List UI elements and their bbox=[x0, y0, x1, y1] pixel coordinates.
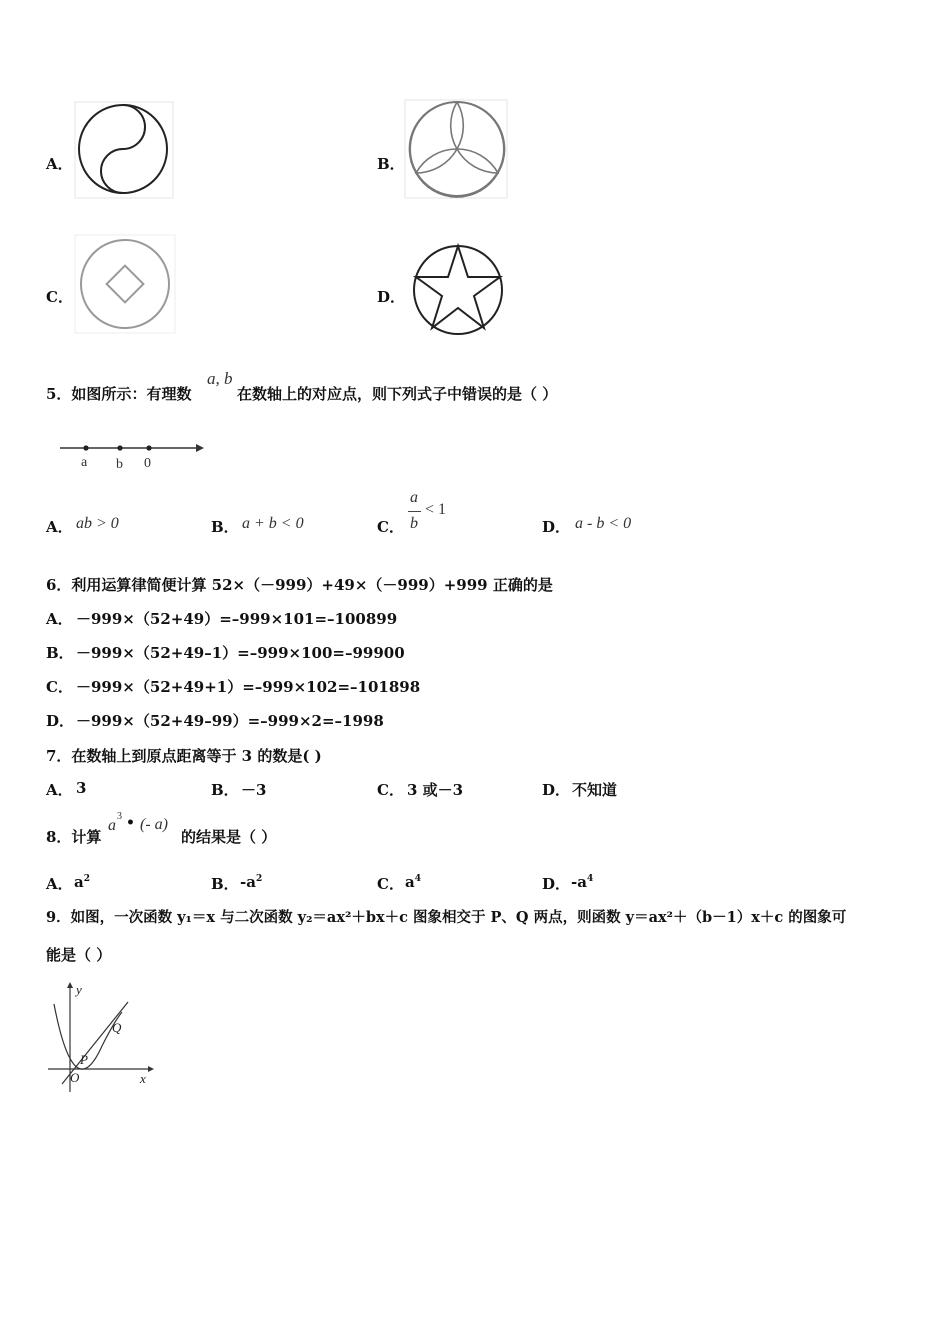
point-p-label: P bbox=[80, 1052, 88, 1067]
q8-paren: (- a) bbox=[140, 816, 168, 833]
coin-square-circle-figure bbox=[74, 234, 176, 334]
q6-stem: 6．利用运算律简便计算 52×（－999）+49×（－999）+999 正确的是 bbox=[46, 576, 553, 594]
q7-option-b-text: －3 bbox=[241, 781, 267, 799]
q7-option-a-text: 3 bbox=[76, 779, 87, 797]
q4-option-d-label: D． bbox=[377, 288, 406, 306]
q8-option-b-label: B． bbox=[211, 875, 239, 893]
q7-option-d-label: D． bbox=[542, 781, 571, 799]
origin-label: O bbox=[70, 1070, 80, 1085]
q5-option-b-expr: a + b < 0 bbox=[242, 515, 304, 532]
q5-option-d-label: D． bbox=[542, 518, 571, 536]
q6-option-a-text: －999×（52+49）=–999×101=–100899 bbox=[76, 610, 398, 628]
q6-option-c-text: －999×（52+49+1）=–999×102=–101898 bbox=[76, 678, 421, 696]
q6-option-b-label: B． bbox=[46, 644, 74, 662]
q5-option-c-label: C． bbox=[377, 518, 404, 536]
q7-option-d-text: 不知道 bbox=[572, 781, 618, 799]
q8-option-c-label: C． bbox=[377, 875, 404, 893]
q4-option-c-label: C． bbox=[46, 288, 73, 306]
q8-base: a bbox=[108, 817, 116, 834]
q8-option-d-expr: $-a^4$ bbox=[571, 873, 594, 891]
q8-option-d-label: D． bbox=[542, 875, 571, 893]
q8-option-a-label: A． bbox=[46, 875, 73, 893]
three-petal-circle-figure bbox=[404, 99, 508, 199]
q7-option-c-text: 3 或－3 bbox=[407, 781, 464, 799]
q6-option-a-label: A． bbox=[46, 610, 73, 628]
q6-option-c-label: C． bbox=[46, 678, 73, 696]
q7-stem: 7．在数轴上到原点距离等于 3 的数是( ) bbox=[46, 747, 322, 765]
quadratic-function-curve bbox=[54, 1004, 122, 1069]
q8-option-c-expr: $a^4$ bbox=[405, 873, 421, 891]
q5-option-c-numerator: a bbox=[410, 489, 418, 506]
y-axis-label: y bbox=[76, 982, 82, 997]
point-zero-dot bbox=[146, 445, 151, 450]
q7-option-b-label: B． bbox=[211, 781, 239, 799]
point-q-label: Q bbox=[112, 1020, 122, 1035]
q6-option-b-text: －999×（52+49–1）=–999×100=–99900 bbox=[76, 644, 405, 662]
q5-option-b-label: B． bbox=[211, 518, 239, 536]
q8-stem-suffix: 的结果是（ ） bbox=[181, 828, 277, 846]
q5-option-c-rest: < 1 bbox=[425, 501, 447, 518]
q9-stem-line1: 9．如图，一次函数 y₁＝x 与二次函数 y₂＝ax²＋bx＋c 图象相交于 P、Q 两点，则函数 y＝ax²＋（b－1）x＋c 的图象可 bbox=[46, 909, 847, 926]
q9-stem-line2: 能是（ ） bbox=[46, 946, 112, 964]
q8-option-b-expr: $-a^2$ bbox=[240, 873, 263, 891]
q7-option-a-label: A． bbox=[46, 781, 73, 799]
point-b-label: b bbox=[116, 457, 123, 472]
q6-option-d-label: D． bbox=[46, 712, 75, 730]
x-axis-label: x bbox=[140, 1071, 146, 1086]
q5-option-a-label: A． bbox=[46, 518, 73, 536]
q8-dot: • bbox=[126, 815, 135, 831]
q5-stem-vars: a, b bbox=[207, 369, 233, 388]
q4-option-a-label: A． bbox=[46, 155, 73, 173]
fraction-bar bbox=[408, 511, 421, 512]
function-graph-figure bbox=[44, 980, 156, 1096]
taiji-circle-figure bbox=[74, 101, 174, 199]
q8-option-a-expr: $a^2$ bbox=[74, 873, 90, 891]
q5-option-d-expr: a - b < 0 bbox=[575, 515, 632, 532]
point-a-dot bbox=[83, 445, 88, 450]
q8-stem-prefix: 8．计算 bbox=[46, 828, 102, 846]
q5-stem-suffix: 在数轴上的对应点，则下列式子中错误的是（ ） bbox=[237, 385, 558, 403]
star-in-circle-figure bbox=[408, 242, 508, 338]
point-b-dot bbox=[117, 445, 122, 450]
number-line-figure bbox=[58, 438, 208, 476]
point-a-label: a bbox=[81, 455, 88, 470]
q4-option-b-label: B． bbox=[377, 155, 405, 173]
q7-option-c-label: C． bbox=[377, 781, 404, 799]
q5-option-c-denominator: b bbox=[410, 515, 418, 532]
q5-stem-prefix: 5．如图所示：有理数 bbox=[46, 385, 192, 403]
q6-option-d-text: －999×（52+49–99）=–999×2=–1998 bbox=[76, 712, 384, 730]
q5-option-a-expr: ab > 0 bbox=[76, 515, 119, 532]
q8-exponent: 3 bbox=[117, 811, 122, 822]
point-zero-label: 0 bbox=[144, 456, 151, 471]
